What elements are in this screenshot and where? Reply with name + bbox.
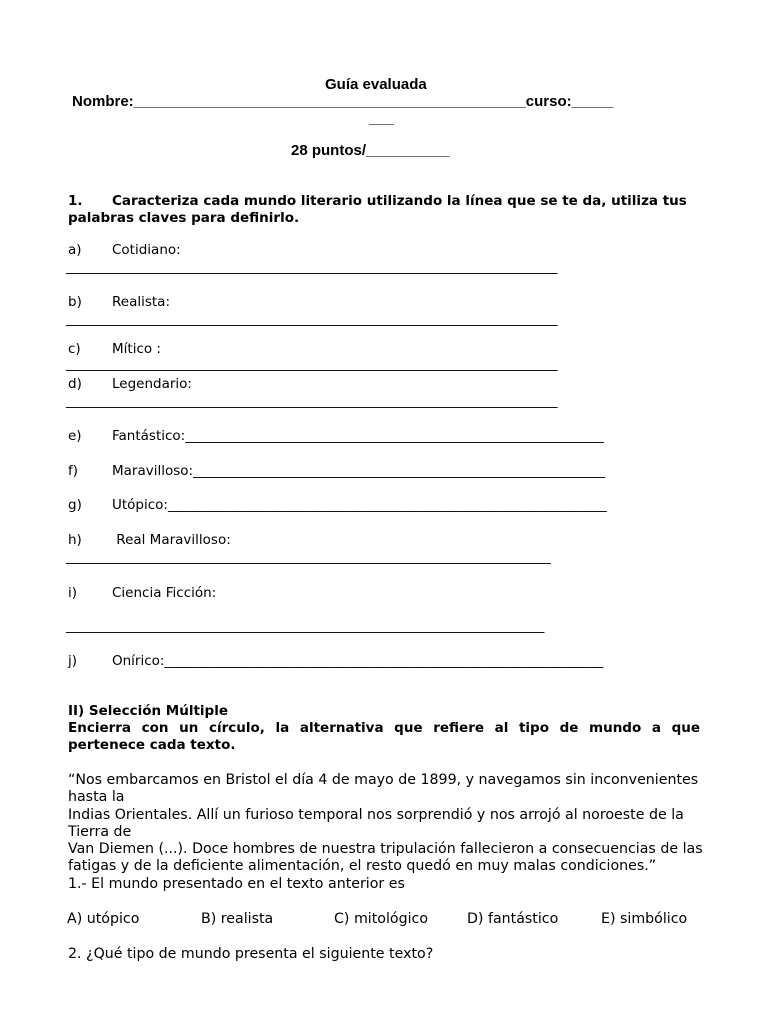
item-mitico: c) Mítico : — [68, 341, 161, 357]
answer-line-realista[interactable]: ___________________________________________________________________________ — [66, 311, 558, 327]
points-line: 28 puntos/__________ — [291, 142, 450, 159]
instruction-number: 1. — [68, 193, 83, 209]
passage-line: Tierra de — [68, 823, 132, 840]
passage-line: Van Diemen (...). Doce hombres de nuestra tripulación fallecieron a consecuencias de las — [68, 841, 703, 858]
text-passage — [68, 772, 704, 893]
document-title: Guía evaluada — [325, 76, 427, 93]
item-cotidiano: a) Cotidiano: — [68, 242, 181, 258]
option-e[interactable]: E) simbólico — [601, 911, 688, 927]
passage-line: “Nos embarcamos en Bristol el día 4 de mayo de 1899, y navegamos sin inconvenientes — [68, 772, 699, 788]
name-course-line: Nombre:_______________________________________________curso:_____ — [72, 93, 614, 110]
question-1-options — [0, 911, 768, 931]
section1-instruction — [68, 193, 687, 227]
option-a[interactable]: A) utópico — [67, 911, 140, 927]
section2-title: II) Selección Múltiple — [68, 703, 228, 719]
item-real-maravilloso: h) Real Maravilloso: — [68, 532, 231, 548]
option-b[interactable]: B) realista — [201, 911, 274, 927]
option-d[interactable]: D) fantástico — [467, 911, 559, 927]
question-2: 2. ¿Qué tipo de mundo presenta el siguiente texto? — [68, 946, 434, 962]
item-onirico[interactable]: j) Onírico:_________________________________________________________________ — [68, 653, 604, 669]
instruction-line-2: palabras claves para definirlo. — [68, 210, 300, 226]
item-legendario: d) Legendario: — [68, 376, 192, 392]
item-utopico[interactable]: g) Utópico:_________________________________________________________________ — [68, 497, 607, 513]
item-ciencia-ficcion: i) Ciencia Ficción: — [68, 585, 217, 601]
name-course-line-wrap: ___ — [369, 110, 395, 127]
answer-line-ciencia-ficcion[interactable]: _________________________________________________________________________ — [66, 618, 545, 634]
answer-line-real-maravilloso[interactable]: __________________________________________________________________________ — [66, 549, 551, 565]
instruction-line-1: Caracteriza cada mundo literario utilizando la línea que se te da, utiliza tus — [112, 193, 687, 209]
question-1: 1.- El mundo presentado en el texto anterior es — [68, 875, 405, 892]
answer-line-mitico[interactable]: ___________________________________________________________________________ — [66, 356, 558, 372]
answer-line-legendario[interactable]: ___________________________________________________________________________ — [66, 393, 558, 409]
option-c[interactable]: C) mitológico — [334, 911, 429, 927]
passage-line: fatigas y de la deficiente alimentación, el resto quedó en muy malas condiciones.” — [68, 858, 657, 875]
answer-line-cotidiano[interactable]: ___________________________________________________________________________ — [66, 259, 558, 275]
item-maravilloso[interactable]: f) Maravilloso:_____________________________________________________________ — [68, 463, 605, 479]
item-fantastico[interactable]: e) Fantástico:______________________________________________________________ — [68, 428, 604, 444]
section2-instruction: Encierra con un círculo, la alternativa que refiere al tipo de mundo a que pertenece cada texto. — [68, 720, 700, 753]
passage-line: Indias Orientales. Allí un furioso temporal nos sorprendió y nos arrojó al noroeste de la — [68, 806, 684, 823]
passage-line: hasta la — [68, 789, 125, 806]
item-realista: b) Realista: — [68, 294, 171, 310]
